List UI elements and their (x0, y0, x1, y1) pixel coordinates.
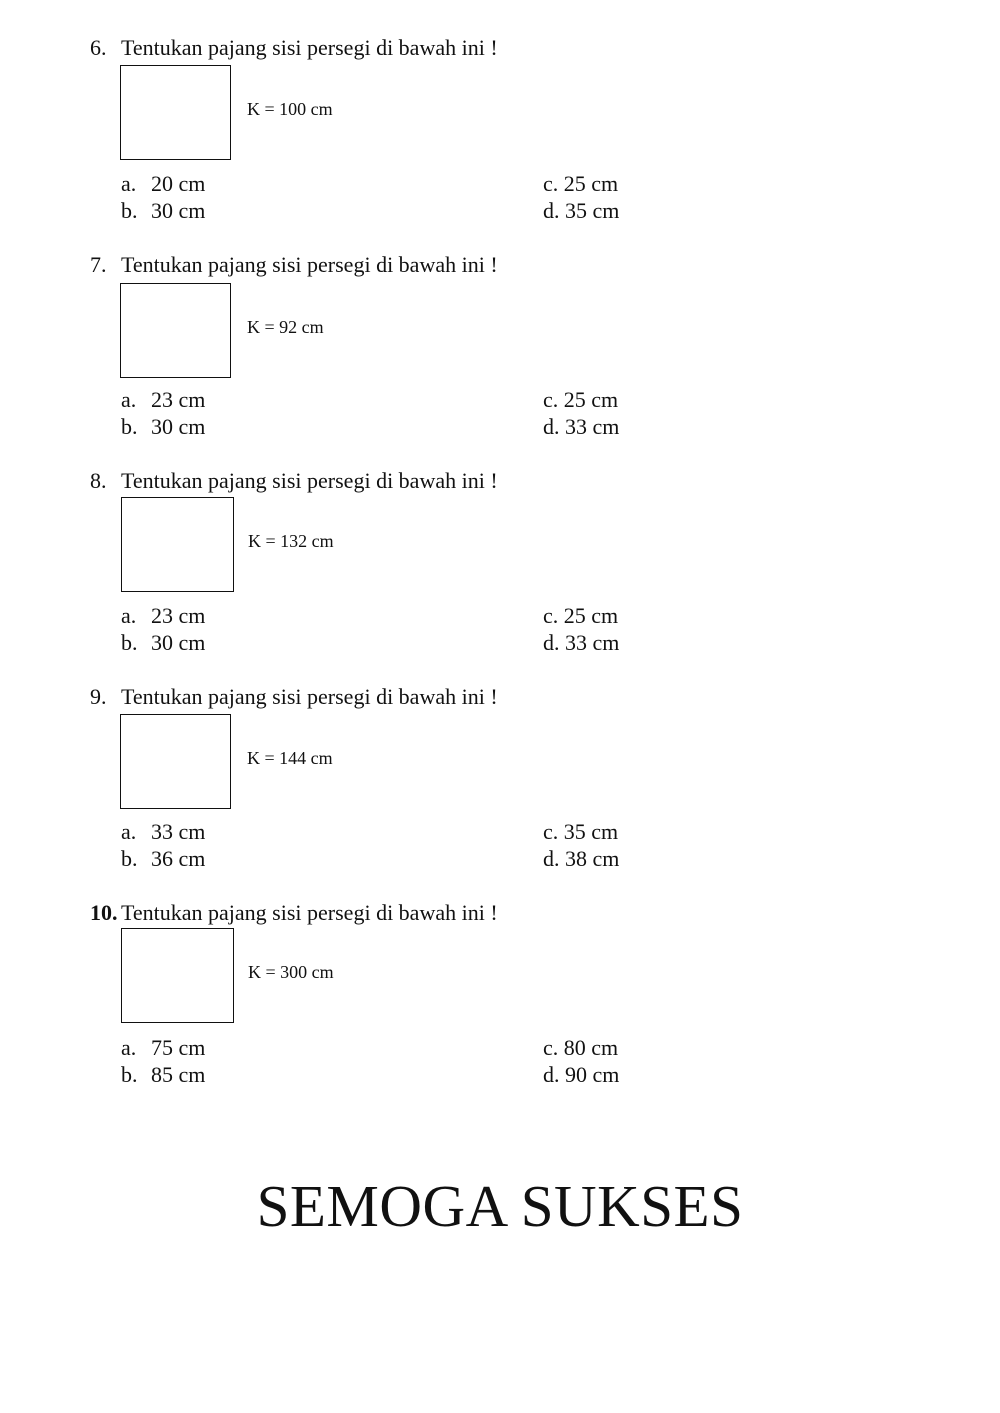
closing-message: SEMOGA SUKSES (256, 1173, 744, 1239)
option-d[interactable]: d. 33 cm (543, 414, 620, 439)
option-c[interactable]: c. 35 cm (543, 819, 619, 844)
option-a[interactable]: a. 23 cm (121, 387, 206, 412)
square-figure (121, 928, 234, 1023)
perimeter-label: K = 144 cm (247, 748, 333, 768)
question-number: 6. (90, 35, 107, 60)
perimeter-label: K = 92 cm (247, 317, 324, 337)
question-number: 7. (90, 252, 107, 277)
option-d[interactable]: d. 35 cm (543, 198, 620, 223)
question-number: 10. (90, 900, 118, 925)
question-prompt (90, 35, 498, 61)
option-d[interactable]: d. 38 cm (543, 846, 620, 871)
perimeter-label: K = 300 cm (248, 962, 334, 982)
question-text: Tentukan pajang sisi persegi di bawah ini ! (121, 35, 498, 60)
option-c[interactable]: c. 25 cm (543, 387, 619, 412)
option-a[interactable]: a. 20 cm (121, 171, 206, 196)
square-figure (121, 497, 234, 592)
question-number: 8. (90, 468, 107, 493)
option-a[interactable]: a. 33 cm (121, 819, 206, 844)
option-b[interactable]: b. 85 cm (121, 1062, 206, 1087)
option-b[interactable]: b. 36 cm (121, 846, 206, 871)
perimeter-label: K = 132 cm (248, 531, 334, 551)
option-d[interactable]: d. 33 cm (543, 630, 620, 655)
question-prompt (90, 252, 498, 278)
option-c[interactable]: c. 25 cm (543, 171, 619, 196)
question-text: Tentukan pajang sisi persegi di bawah ini ! (121, 684, 498, 709)
question-number: 9. (90, 684, 107, 709)
question-text: Tentukan pajang sisi persegi di bawah ini ! (121, 900, 498, 925)
option-c[interactable]: c. 80 cm (543, 1035, 619, 1060)
square-figure (120, 65, 231, 160)
question-text: Tentukan pajang sisi persegi di bawah ini ! (121, 468, 498, 493)
option-b[interactable]: b. 30 cm (121, 414, 206, 439)
option-d[interactable]: d. 90 cm (543, 1062, 620, 1087)
option-c[interactable]: c. 25 cm (543, 603, 619, 628)
question-prompt (90, 468, 498, 494)
option-b[interactable]: b. 30 cm (121, 198, 206, 223)
perimeter-label: K = 100 cm (247, 99, 333, 119)
square-figure (120, 714, 231, 809)
square-figure (120, 283, 231, 378)
question-prompt (90, 684, 498, 710)
option-b[interactable]: b. 30 cm (121, 630, 206, 655)
option-a[interactable]: a. 75 cm (121, 1035, 206, 1060)
question-text: Tentukan pajang sisi persegi di bawah ini ! (121, 252, 498, 277)
option-a[interactable]: a. 23 cm (121, 603, 206, 628)
question-prompt (90, 900, 498, 926)
